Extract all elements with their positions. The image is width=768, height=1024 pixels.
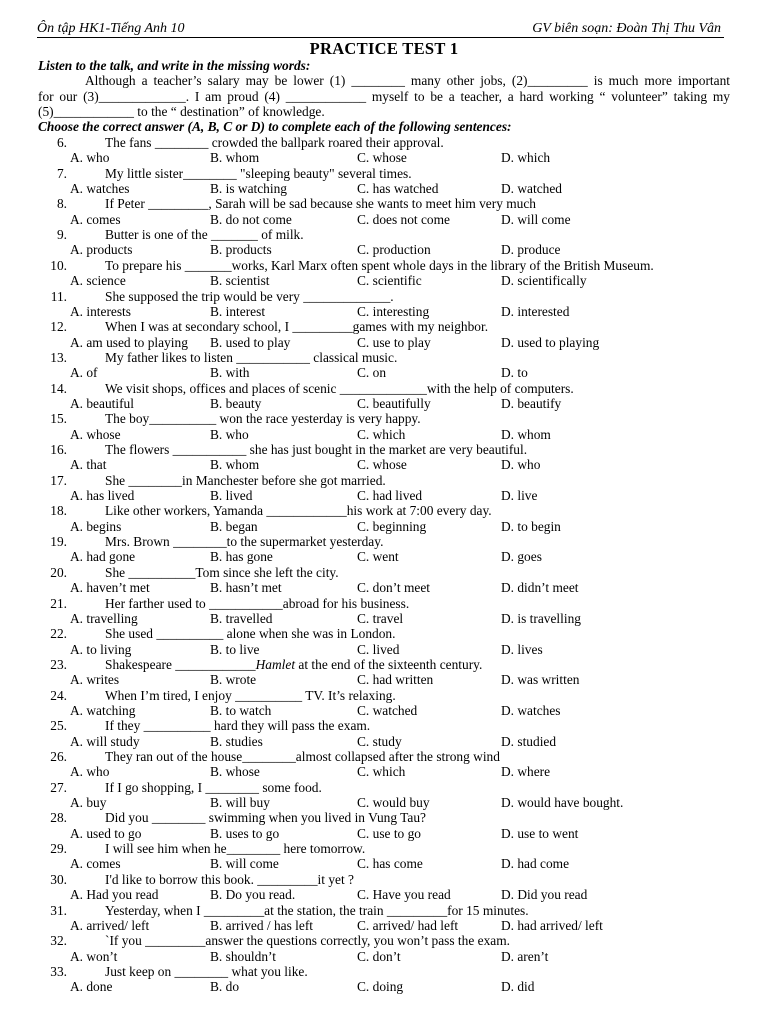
answer-option-d: D. Did you read (501, 887, 588, 903)
question-stem (38, 902, 529, 919)
answer-option-b: B. will come (210, 856, 279, 872)
question-text: The boy__________ won the race yesterday is very happy. (105, 411, 421, 427)
question-text: The fans ________ crowded the ballpark roared their approval. (105, 135, 444, 150)
answer-option-b: B. beauty (210, 395, 262, 411)
answer-option-c: C. has watched (357, 181, 439, 196)
question-stem (38, 656, 483, 673)
answer-option-d: D. watches (501, 702, 561, 718)
answer-option-d: D. whom (501, 426, 551, 442)
answer-option-c: C. on (357, 365, 387, 381)
question-stem (38, 472, 386, 489)
answer-option-d: D. use to went (501, 825, 579, 841)
answer-option-d: D. to begin (501, 518, 561, 534)
answer-option-d: D. will come (501, 211, 571, 227)
answer-option-b: B. studies (210, 733, 263, 749)
question-stem (38, 687, 396, 704)
answer-option-d: D. live (501, 488, 538, 503)
question-stem (38, 380, 574, 397)
question-number: 8. (56, 196, 67, 212)
question-number: 14. (50, 380, 67, 396)
question-stem (38, 442, 528, 458)
question-text: I'd like to borrow this book. _________it yet ? (105, 871, 354, 887)
question-text: Her farther used to ___________abroad for his business. (105, 595, 410, 611)
question-stem (38, 626, 396, 642)
answer-option-d: D. watched (501, 181, 562, 196)
question-number: 13. (50, 349, 67, 365)
question-stem (38, 349, 398, 366)
answer-option-b: B. wrote (210, 672, 257, 688)
question-number: 7. (56, 165, 67, 181)
answer-option-a: A. buy (70, 795, 107, 810)
answer-option-b: B. to live (210, 641, 260, 657)
question-number: 10. (50, 257, 67, 273)
question-stem (38, 257, 654, 274)
question-text: If I go shopping, I ________ some food. (105, 779, 322, 795)
answer-option-d: D. goes (501, 549, 542, 565)
answer-option-a: A. travelling (70, 610, 138, 626)
answer-option-a: A. used to go (70, 825, 142, 841)
listening-instruction: Listen to the talk, and write in the missing words: (38, 58, 311, 73)
question-text: The flowers ___________ she has just bought in the market are very beautiful. (105, 442, 528, 457)
answer-option-c: C. has come (357, 856, 423, 872)
question-stem (38, 718, 371, 734)
question-text (105, 657, 482, 673)
question-number: 33. (50, 963, 67, 979)
answer-option-a: A. will study (70, 733, 140, 749)
answer-option-a: A. begins (70, 518, 122, 534)
answer-option-d: D. didn’t meet (501, 580, 579, 596)
answer-option-c: C. would buy (357, 795, 430, 810)
answer-option-d: D. used to playing (501, 334, 600, 350)
question-text: Butter is one of the _______ of milk. (105, 227, 304, 243)
answer-option-b: B. scientist (210, 273, 270, 289)
answer-option-d: D. had come (501, 856, 570, 872)
answer-option-c: C. had lived (357, 488, 423, 503)
question-number: 9. (56, 227, 67, 243)
header-left: Ôn tập HK1-Tiếng Anh 10 (37, 21, 185, 36)
answer-option-b: B. began (210, 518, 258, 534)
question-number: 23. (50, 656, 67, 672)
question-text: To prepare his _______works, Karl Marx often spent whole days in the library of the British Museum. (105, 257, 654, 273)
answer-option-c: C. study (357, 733, 402, 749)
mcq-instruction: Choose the correct answer (A, B, C or D) to complete each of the following sentences: (38, 119, 512, 134)
question-number: 21. (50, 595, 67, 611)
answer-option-d: D. had arrived/ left (501, 917, 603, 933)
answer-option-b: B. shouldn’t (210, 948, 276, 964)
question-stem (38, 595, 410, 612)
answer-option-b: B. will buy (210, 795, 270, 810)
answer-option-d: D. which (501, 150, 551, 166)
answer-option-c: C. beginning (357, 518, 427, 534)
question-stem (38, 564, 339, 581)
answer-option-b: B. whose (210, 764, 260, 780)
question-number: 17. (50, 472, 67, 488)
answer-option-b: B. Do you read. (210, 887, 296, 903)
question-text: She __________Tom since she left the city. (105, 564, 339, 580)
question-number: 11. (50, 288, 67, 304)
answer-option-a: A. haven’t met (70, 580, 150, 596)
answer-option-c: C. arrived/ had left (357, 917, 459, 933)
answer-option-a: A. products (70, 242, 133, 258)
question-number: 26. (50, 749, 67, 764)
answer-option-a: A. comes (70, 856, 121, 872)
question-number: 22. (50, 626, 67, 642)
answer-option-b: B. used to play (210, 334, 291, 350)
answer-option-a: A. interests (70, 303, 131, 319)
question-stem (38, 779, 322, 796)
answer-option-c: C. production (357, 242, 431, 258)
question-stem (38, 135, 444, 151)
header-right: GV biên soạn: Đoàn Thị Thu Vân (532, 21, 721, 36)
answer-option-a: A. Had you read (70, 887, 159, 903)
question-stem (38, 196, 536, 212)
answer-option-c: C. use to go (357, 825, 421, 841)
answer-option-a: A. arrived/ left (70, 917, 150, 933)
question-text: When I’m tired, I enjoy __________ TV. It’s relaxing. (105, 687, 396, 703)
answer-option-a: A. won’t (70, 948, 118, 964)
answer-option-d: D. studied (501, 733, 557, 749)
answer-option-b: B. do (210, 979, 240, 995)
answer-option-d: D. lives (501, 641, 543, 657)
answer-option-a: A. comes (70, 211, 121, 227)
question-stem (38, 411, 421, 427)
question-text: My father likes to listen ___________ classical music. (105, 349, 398, 365)
answer-option-b: B. to watch (210, 702, 272, 718)
answer-option-c: C. travel (357, 610, 404, 626)
question-stem (38, 534, 384, 550)
answer-option-c: C. which (357, 764, 406, 780)
answer-option-c: C. interesting (357, 303, 430, 319)
question-text: She used __________ alone when she was in London. (105, 626, 396, 642)
answer-option-b: B. is watching (210, 181, 287, 196)
question-text: Did you ________ swimming when you lived in Vung Tau? (105, 810, 426, 826)
answer-option-a: A. that (70, 457, 107, 473)
answer-option-d: D. scientifically (501, 273, 587, 289)
listening-line-2: for our (3)_____________. I am proud (4) ____________ myself to be a teacher, a hard working “ volunteer” taking my (38, 89, 730, 104)
header-rule (37, 37, 724, 38)
answer-option-a: A. writes (70, 672, 120, 688)
question-stem (38, 227, 304, 243)
answer-option-c: C. doing (357, 979, 404, 995)
question-stem (38, 933, 510, 949)
answer-option-c: C. lived (357, 641, 400, 657)
answer-option-b: B. interest (210, 303, 266, 319)
answer-option-c: C. scientific (357, 273, 422, 289)
question-number: 32. (50, 933, 67, 949)
question-text: If they __________ hard they will pass the exam. (105, 718, 371, 734)
answer-option-a: A. science (70, 273, 126, 289)
question-stem (38, 749, 500, 765)
answer-option-c: C. Have you read (357, 887, 451, 903)
question-text: When I was at secondary school, I _________games with my neighbor. (105, 319, 489, 335)
answer-option-b: B. arrived / has left (210, 917, 313, 933)
question-number: 18. (50, 503, 67, 519)
question-text: I will see him when he________ here tomorrow. (105, 841, 366, 857)
question-number: 29. (50, 841, 67, 857)
answer-option-b: B. products (210, 242, 272, 258)
answer-option-d: D. produce (501, 242, 561, 258)
answer-option-a: A. who (70, 150, 110, 166)
question-number: 30. (50, 871, 67, 887)
answer-option-a: A. beautiful (70, 395, 134, 411)
question-text-part: Shakespeare ____________ (105, 656, 256, 672)
question-number: 19. (50, 534, 67, 550)
answer-option-d: D. who (501, 457, 541, 473)
answer-option-d: D. beautify (501, 395, 562, 411)
answer-option-a: A. whose (70, 426, 121, 442)
question-stem (38, 841, 366, 857)
answer-option-c: C. use to play (357, 334, 431, 350)
answer-option-b: B. uses to go (210, 825, 280, 841)
answer-option-c: C. whose (357, 150, 407, 166)
question-text: She supposed the trip would be very _____________. (105, 288, 394, 304)
answer-option-a: A. of (70, 365, 98, 381)
answer-option-d: D. aren’t (501, 948, 549, 964)
question-text: They ran out of the house________almost collapsed after the strong wind (105, 749, 500, 764)
question-stem (38, 503, 492, 519)
answer-option-c: C. watched (357, 702, 418, 718)
question-number: 15. (50, 411, 67, 427)
answer-option-d: D. did (501, 979, 535, 995)
question-text-title: Hamlet (255, 656, 296, 672)
answer-option-d: D. is travelling (501, 610, 581, 626)
answer-option-b: B. lived (210, 488, 253, 503)
answer-option-c: C. don’t (357, 948, 401, 964)
answer-option-b: B. has gone (210, 549, 273, 565)
answer-option-b: B. whom (210, 150, 260, 166)
page-title: PRACTICE TEST 1 (309, 39, 459, 58)
question-stem (38, 810, 426, 826)
question-number: 24. (50, 687, 67, 703)
question-text: We visit shops, offices and places of scenic _____________with the help of computers. (105, 380, 574, 396)
question-number: 20. (50, 564, 67, 580)
question-number: 12. (50, 319, 67, 335)
answer-option-c: C. which (357, 426, 406, 442)
answer-option-b: B. with (210, 365, 250, 381)
answer-option-c: C. went (357, 549, 399, 565)
answer-option-d: D. interested (501, 303, 570, 319)
answer-option-c: C. whose (357, 457, 407, 473)
answer-option-b: B. hasn’t met (210, 580, 282, 596)
question-text: She ________in Manchester before she got married. (105, 472, 386, 488)
question-number: 6. (56, 135, 67, 150)
question-number: 28. (50, 810, 67, 826)
question-text: Mrs. Brown ________to the supermarket yesterday. (105, 534, 384, 550)
question-text: `If you _________answer the questions correctly, you won’t pass the exam. (105, 933, 510, 949)
answer-option-a: A. done (70, 979, 113, 995)
listening-line-1: Although a teacher’s salary may be lower (1) ________ many other jobs, (2)_________ is much more important (85, 73, 730, 88)
answer-option-d: D. was written (501, 672, 580, 688)
question-number: 27. (50, 779, 67, 795)
question-stem (38, 288, 394, 305)
answer-option-c: C. does not come (357, 211, 450, 227)
question-text: If Peter _________, Sarah will be sad because she wants to meet him very much (105, 196, 536, 212)
question-number: 31. (50, 902, 67, 918)
question-text: Yesterday, when I _________at the station, the train _________for 15 minutes. (105, 902, 529, 918)
answer-option-b: B. travelled (210, 610, 273, 626)
question-text: Just keep on ________ what you like. (105, 963, 308, 979)
answer-option-a: A. to living (70, 641, 132, 657)
answer-option-b: B. do not come (210, 211, 292, 227)
question-number: 16. (50, 442, 67, 457)
question-stem (38, 319, 489, 335)
answer-option-d: D. where (501, 764, 551, 780)
answer-option-c: C. don’t meet (357, 580, 431, 596)
answer-option-c: C. beautifully (357, 395, 431, 411)
answer-option-b: B. whom (210, 457, 260, 473)
question-stem (38, 165, 412, 182)
answer-option-a: A. has lived (70, 488, 135, 503)
answer-option-a: A. watching (70, 702, 136, 718)
answer-option-b: B. who (210, 426, 249, 442)
question-number: 25. (50, 718, 67, 734)
answer-option-a: A. am used to playing (70, 334, 188, 350)
question-text: Like other workers, Yamanda ____________his work at 7:00 every day. (105, 503, 492, 519)
answer-option-d: D. to (501, 365, 528, 381)
question-text: My little sister________ "sleeping beauty" several times. (105, 165, 412, 181)
listening-line-3: (5)____________ to the “ destination” of knowledge. (38, 104, 325, 119)
answer-option-a: A. who (70, 764, 110, 780)
answer-option-a: A. had gone (70, 549, 136, 565)
answer-option-a: A. watches (70, 181, 130, 196)
question-stem (38, 963, 308, 980)
answer-option-c: C. had written (357, 672, 434, 688)
answer-option-d: D. would have bought. (501, 795, 624, 810)
question-stem (38, 871, 354, 888)
question-text-part: at the end of the sixteenth century. (295, 656, 483, 672)
